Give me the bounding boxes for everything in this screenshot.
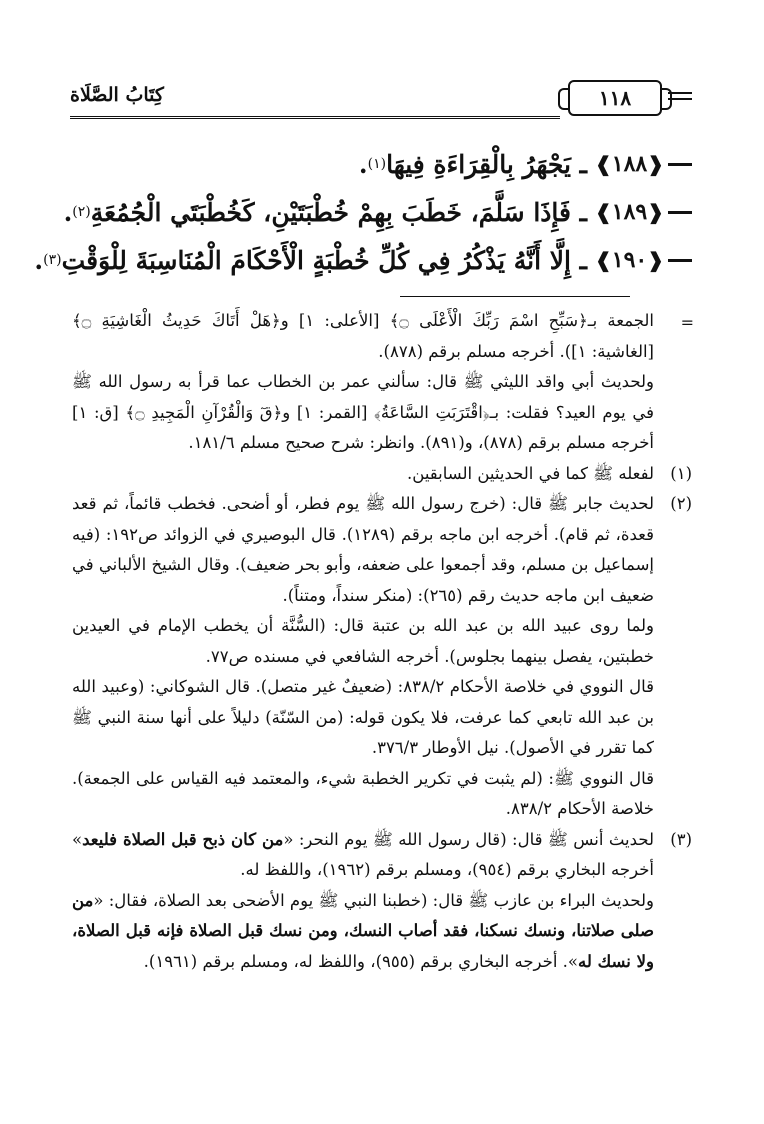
matn-line-text: ـ فَإِذَا سَلَّمَ، خَطَبَ بِهِمْ خُطْبَتَيْنِ، كَخُطْبَتَي الْجُمُعَةِ xyxy=(90,197,588,227)
book-title: كِتَابُ الصَّلَاة xyxy=(70,84,164,106)
page-header xyxy=(70,80,692,120)
footnote-paragraph: الجمعة بـ﴿سَبِّحِ اسْمَ رَبِّكَ الْأَعْلَى ۝﴾ [الأعلى: ١] و﴿هَلْ أَتَاكَ حَدِيثُ الْغَاشِيَةِ ۝﴾ [الغاشية: ١]). أخرجه مسلم برقم (٨٧٨). xyxy=(72,311,654,361)
footnotes xyxy=(72,306,692,977)
matn-text xyxy=(34,140,692,284)
page-number-badge xyxy=(568,80,662,116)
footnote-ref[interactable]: (٣) xyxy=(43,252,62,268)
footnote-paragraph: لفعله ﷺ كما في الحديثين السابقين. xyxy=(407,463,654,483)
dash-ornament xyxy=(668,211,692,214)
header-rule-short xyxy=(668,92,692,100)
footnote-divider xyxy=(400,296,630,297)
footnote-paragraph: ولحديث البراء بن عازب ﷺ قال: (خطبنا النبي ﷺ يوم الأضحى بعد الصلاة، فقال: «من صلى صلاتنا، ونسك نسكنا، فقد أصاب النسك، ومن نسك قبل الصلاة فإنه قبل الصلاة، ولا نسك له». أخرجه البخاري برقم (٩٥٥)، واللفظ له، ومسلم برقم (١٩٦١). xyxy=(72,890,654,971)
matn-line: ❰ ١٩٠ ❱ ـ إِلَّا أَنَّهُ يَذْكُرُ فِي كُلِّ خُطْبَةٍ الْأَحْكَامَ الْمُنَاسِبَةَ لِلْوَقْتِ (٣) . xyxy=(72,236,692,284)
hadith-quote: من كان ذبح قبل الصلاة فليعد xyxy=(82,829,284,849)
footnote-paragraph: قال النووي في خلاصة الأحكام ٨٣٨/٢: (ضعيفٌ غير متصل). قال الشوكاني: (وعبيد الله بن عبد الله تابعي كما عرفت، فلا يكون قوله: (من السّنّة) دليلاً على أنها سنة النبي ﷺ كما تقرر في الأصول). نيل الأوطار ٣٧٦/٣. xyxy=(72,677,654,757)
matn-number: ❰ ١٩٠ ❱ xyxy=(595,247,692,273)
dash-ornament xyxy=(668,163,692,166)
matn-line-text: ـ إِلَّا أَنَّهُ يَذْكُرُ فِي كُلِّ خُطْبَةٍ الْأَحْكَامَ الْمُنَاسِبَةَ لِلْوَقْتِ xyxy=(61,245,588,275)
footnote-paragraph: ولما روى عبيد الله بن عبد الله بن عتبة قال: (السُّنَّة أن يخطب الإمام في العيدين خطبتين، يفصل بينهما بجلوس). أخرجه الشافعي في مسنده ص٧٧. xyxy=(72,616,654,666)
header-rule xyxy=(70,116,560,119)
matn-line: ❰ ١٨٨ ❱ ـ يَجْهَرُ بِالْقِرَاءَةِ فِيهَا (١) . xyxy=(72,140,692,188)
footnote-number: (٢) xyxy=(670,494,692,513)
hadith-quote: من صلى صلاتنا، ونسك نسكنا، فقد أصاب النسك، ومن نسك قبل الصلاة فإنه قبل الصلاة، ولا نسك له xyxy=(72,890,654,971)
footnote-number: (١) xyxy=(670,463,692,483)
matn-number: ❰ ١٨٩ ❱ xyxy=(595,199,692,225)
footnote-number: (٣) xyxy=(670,829,692,849)
matn-line-text: ـ يَجْهَرُ بِالْقِرَاءَةِ فِيهَا xyxy=(386,149,588,179)
footnote-2 xyxy=(72,489,692,825)
footnote-ref[interactable]: (٢) xyxy=(72,204,91,220)
footnote-paragraph: لحديث أنس ﷺ قال: (قال رسول الله ﷺ يوم النحر: «من كان ذبح قبل الصلاة فليعد» أخرجه البخاري برقم (٩٥٤)، ومسلم برقم (١٩٦٢)، واللفظ له. xyxy=(72,829,654,879)
dash-ornament xyxy=(668,259,692,262)
footnote-ref[interactable]: (١) xyxy=(367,156,387,172)
footnote-paragraph: ولحديث أبي واقد الليثي ﷺ قال: سألني عمر بن الخطاب عما قرأ به رسول الله ﷺ في يوم العيد؟ فقلت: بـ﴿اقْتَرَبَتِ السَّاعَةُ﴾ [القمر: ١] و﴿قٓ وَالْقُرْآنِ الْمَجِيدِ ۝﴾ [ق: ١] أخرجه مسلم برقم (٨٧٨)، و(٨٩١). وانظر: شرح صحيح مسلم ١٨١/٦. xyxy=(72,372,654,452)
footnote-3 xyxy=(72,825,692,978)
footnote-1 xyxy=(72,459,692,490)
matn-number: ❰ ١٨٨ ❱ xyxy=(595,151,692,177)
matn-line: ❰ ١٨٩ ❱ ـ فَإِذَا سَلَّمَ، خَطَبَ بِهِمْ خُطْبَتَيْنِ، كَخُطْبَتَي الْجُمُعَةِ (٢) . xyxy=(72,188,692,236)
page-number: ١١٨ xyxy=(598,86,632,110)
footnote-continuation xyxy=(72,306,692,459)
footnote-paragraph: قال النووي ﷺ: (لم يثبت في تكرير الخطبة شيء، والمعتمد فيه القياس على الجمعة). خلاصة الأحكام ٨٣٨/٢. xyxy=(72,768,654,818)
footnote-paragraph: لحديث جابر ﷺ قال: (خرج رسول الله ﷺ يوم فطر، أو أضحى. فخطب قائماً، ثم قعد قعدة، ثم قام). أخرجه ابن ماجه برقم (١٢٨٩). قال البوصيري في الزوائد ص١٩٢: (فيه إسماعيل بن مسلم، وقد أجمعوا على ضعفه، وأبو بحر ضعيف). وقال الشيخ الألباني في ضعيف ابن ماجه حديث رقم (٢٦٥): (منكر سنداً، ومتناً). xyxy=(72,494,654,605)
continuation-mark: = xyxy=(680,313,694,332)
